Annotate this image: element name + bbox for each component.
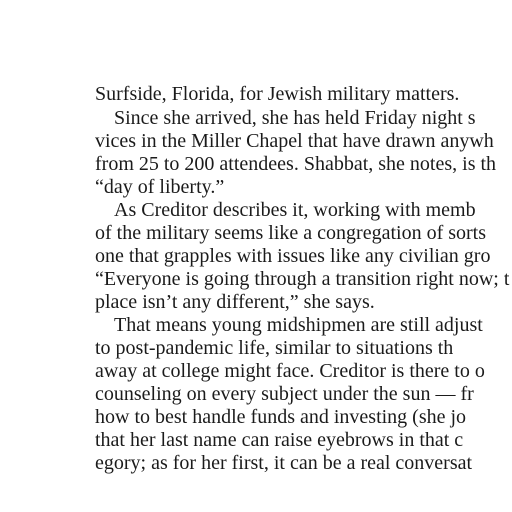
text-line-2: Since she arrived, she has held Friday night s	[114, 107, 476, 129]
text-line-13: away at college might face. Creditor is there to o	[95, 360, 485, 382]
text-line-4: from 25 to 200 attendees. Shabbat, she notes, is th	[95, 153, 497, 175]
text-line-5: “day of liberty.”	[95, 176, 225, 198]
text-line-8: one that grapples with issues like any civilian gro	[95, 245, 491, 267]
text-line-7: of the military seems like a congregation of sorts	[95, 222, 487, 244]
text-line-15: how to best handle funds and investing (she jo	[95, 406, 467, 428]
text-line-9: “Everyone is going through a transition right now; t	[95, 268, 510, 290]
text-line-16: that her last name can raise eyebrows in that c	[95, 429, 464, 451]
text-line-6: As Creditor describes it, working with memb	[114, 199, 476, 221]
text-line-11: That means young midshipmen are still adjust	[114, 314, 483, 336]
text-line-3: vices in the Miller Chapel that have drawn anywh	[95, 130, 494, 152]
text-line-10: place isn’t any different,” she says.	[95, 291, 375, 313]
text-line-17: egory; as for her first, it can be a real conversat	[95, 452, 473, 474]
text-line-1: Surfside, Florida, for Jewish military matters.	[95, 83, 460, 105]
text-line-12: to post-pandemic life, similar to situations th	[95, 337, 454, 359]
text-line-14: counseling on every subject under the sun — fr	[95, 383, 474, 405]
